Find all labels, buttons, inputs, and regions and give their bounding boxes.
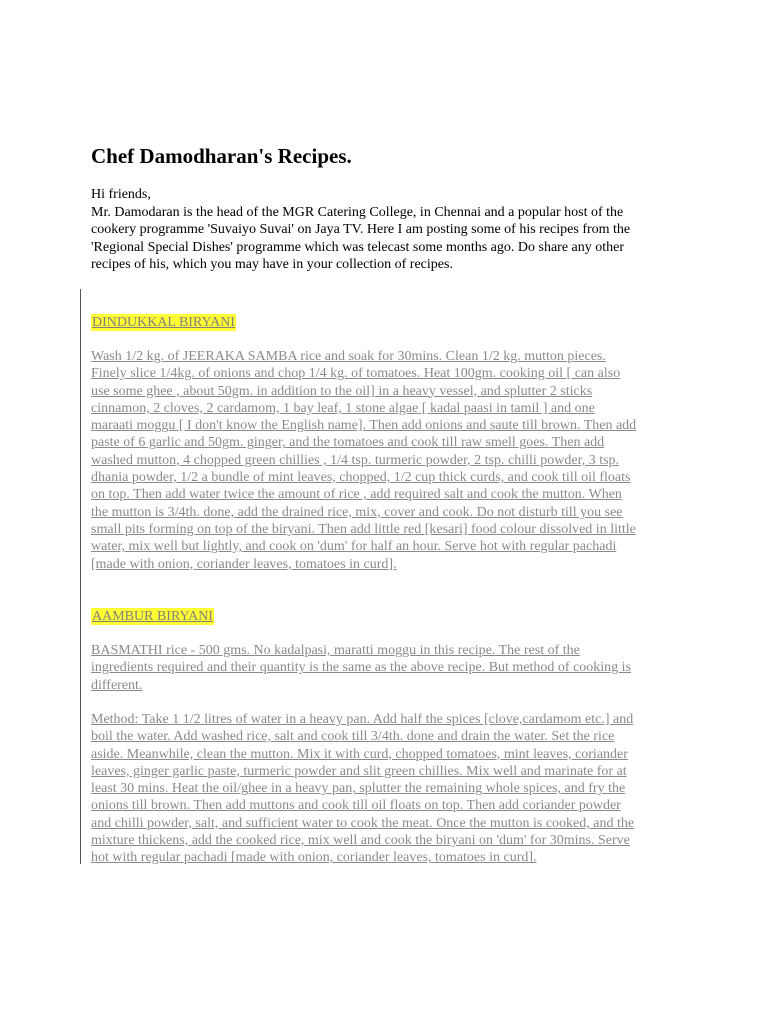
recipe-line: small pits forming on top of the biryani. Then add little red [kesari] food colour dissolved in little — [91, 521, 636, 537]
recipe-line: the mutton is 3/4th. done, add the drained rice, mix, cover and cook. Do not disturb till you see — [91, 504, 623, 520]
intro-line: 'Regional Special Dishes' programme which was telecast some months ago. Do share any other — [91, 239, 625, 255]
recipe-heading-dindukkal-biryani[interactable]: DINDUKKAL BIRYANI — [92, 315, 235, 330]
recipe-line: Wash 1/2 kg. of JEERAKA SAMBA rice and soak for 30mins. Clean 1/2 kg. mutton pieces. — [91, 349, 606, 364]
recipe-line: Finely slice 1/4kg. of onions and chop 1/4 kg. of tomatoes. Heat 100gm. cooking oil [ can also — [91, 366, 621, 382]
recipe-line: mixture thickens, add the cooked rice, mix well and cook the biryani on 'dum' for 30mins. Serve — [91, 833, 630, 849]
recipe-line: leaves, ginger garlic paste, turmeric powder and slit green chillies. Mix well and marinate for at — [91, 763, 627, 779]
page-title: Chef Damodharan's Recipes. — [91, 144, 352, 168]
intro-paragraph — [91, 186, 681, 274]
recipe-line: and chilli powder, salt, and sufficient water to cook the meat. Once the mutton is cooked, and the — [91, 815, 635, 831]
recipe-line: aside. Meanwhile, clean the mutton. Mix it with curd, chopped tomatoes, mint leaves, coriander — [91, 746, 628, 762]
intro-line: Hi friends, — [91, 187, 151, 202]
recipe-line: different. — [91, 677, 143, 693]
recipe-line: washed mutton, 4 chopped green chillies , 1/4 tsp. turmeric powder, 2 tsp. chilli powder, 3 tsp. — [91, 452, 620, 468]
recipe-heading-aambur-biryani[interactable]: AAMBUR BIRYANI — [92, 609, 213, 624]
recipe-line: [made with onion, coriander leaves, tomatoes in curd]. — [91, 556, 397, 572]
intro-line: cookery programme 'Suvaiyo Suvai' on Jaya TV. Here I am posting some of his recipes from the — [91, 222, 631, 237]
recipe-line: on top. Then add water twice the amount of rice , add required salt and cook the mutton. When — [91, 487, 622, 503]
intro-line: recipes of his, which you may have in your collection of recipes. — [91, 257, 453, 272]
recipe-line: paste of 6 garlic and 50gm. ginger, and the tomatoes and cook till raw smell goes. Then add — [91, 435, 605, 451]
recipe-line: ingredients required and their quantity is the same as the above recipe. But method of cooking is — [91, 660, 632, 676]
recipe-body-dindukkal-biryani[interactable] — [91, 348, 681, 573]
recipe-line: dhania powder, 1/2 a bundle of mint leaves, chopped, 1/2 cup thick curds, and cook till oil floats — [91, 470, 631, 486]
intro-line: Mr. Damodaran is the head of the MGR Catering College, in Chennai and a popular host of the — [91, 204, 624, 220]
recipe-line: boil the water. Add washed rice, salt and cook till 3/4th. done and drain the water. Set the rice — [91, 729, 615, 745]
recipe-line: hot with regular pachadi [made with onion, coriander leaves, tomatoes in curd]. — [91, 850, 537, 866]
recipe-line: least 30 mins. Heat the oil/ghee in a heavy pan, splutter the remaining whole spices, and fry the — [91, 781, 626, 797]
recipe-line: maraati moggu [ I don't know the English name]. Then add onions and saute till brown. Then add — [91, 418, 637, 434]
recipe-method-aambur-biryani[interactable] — [91, 711, 681, 867]
left-border-rule — [80, 289, 81, 864]
recipe-line: onions till brown. Then add muttons and cook till oil floats on top. Then add coriander powder — [91, 798, 621, 814]
recipe-line: cinnamon, 2 cloves, 2 cardamom, 1 bay leaf, 1 stone algae [ kadal paasi in tamil ] and one — [91, 400, 595, 416]
recipe-line: water, mix well but lightly, and cook on 'dum' for half an hour. Serve hot with regular pachadi — [91, 539, 617, 555]
recipe-intro-aambur-biryani[interactable] — [91, 642, 681, 694]
recipe-line: use some ghee , about 50gm. in addition to the oil] in a heavy vessel, and splutter 2 sticks — [91, 383, 593, 399]
recipe-line: Method: Take 1 1/2 litres of water in a heavy pan. Add half the spices [clove,cardamom etc.] and — [91, 712, 634, 727]
recipe-line: BASMATHI rice - 500 gms. No kadalpasi, maratti moggu in this recipe. The rest of the — [91, 643, 580, 658]
